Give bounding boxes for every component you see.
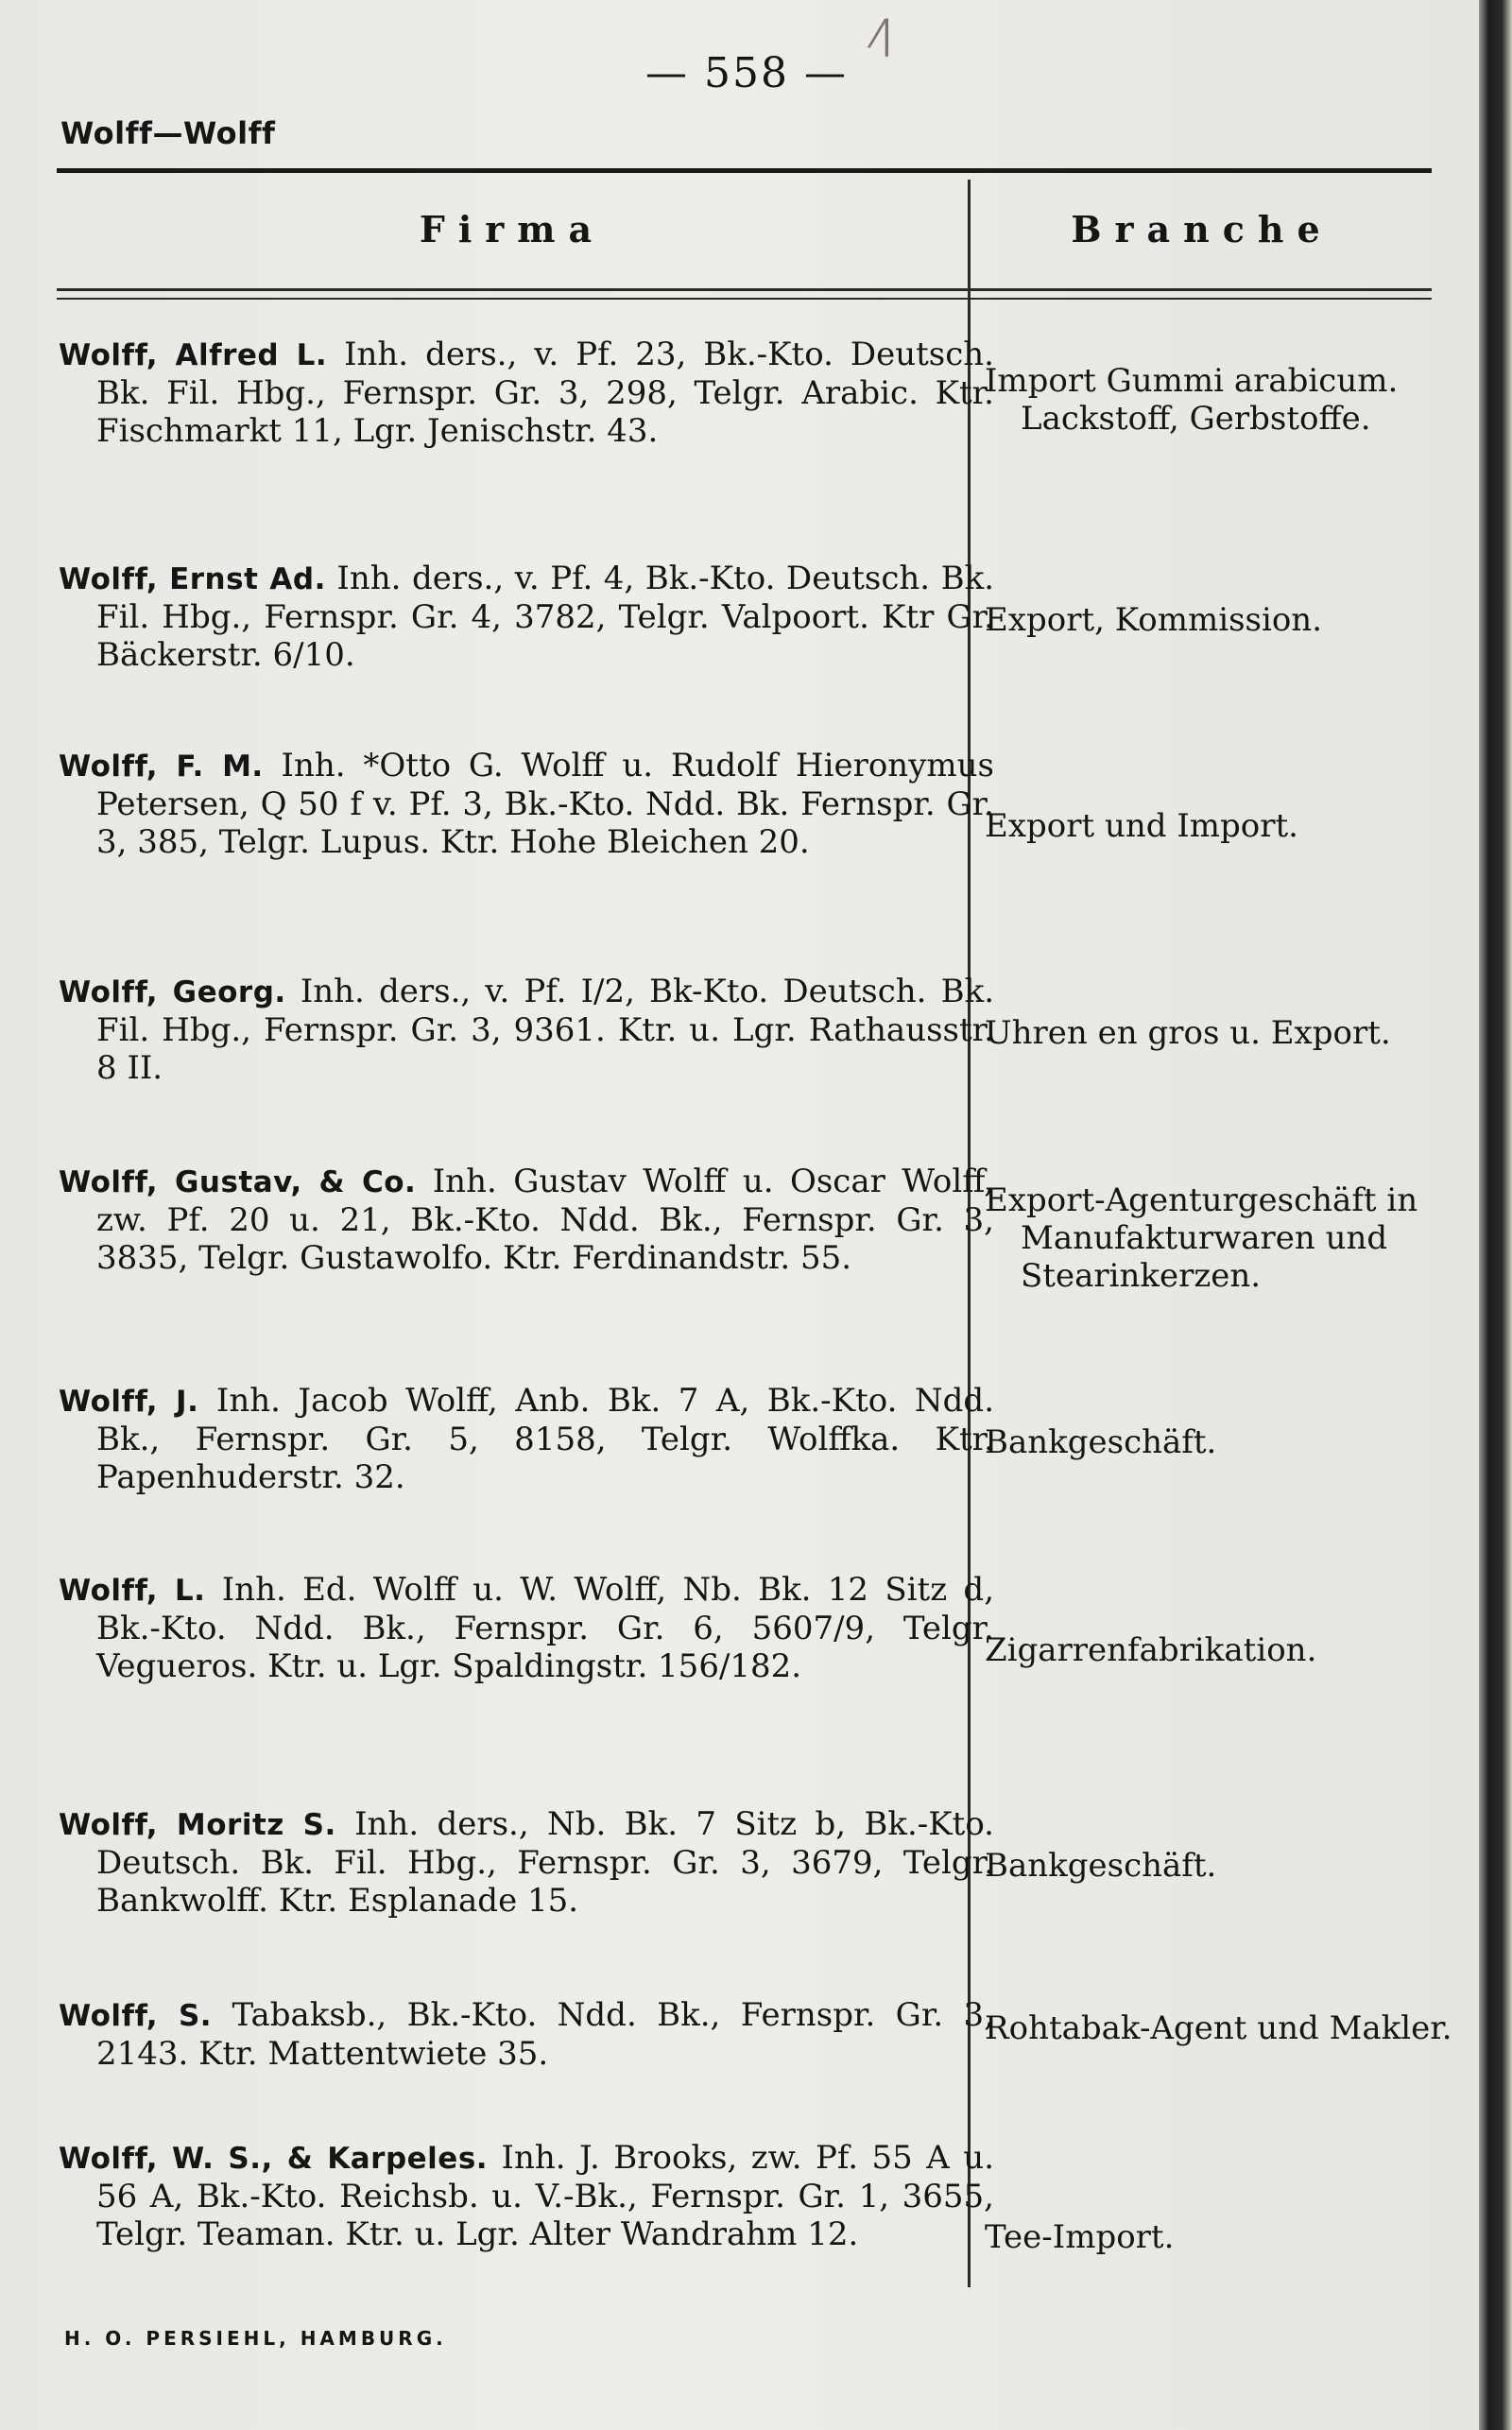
entry-branche: Zigarrenfabrikation. <box>985 1631 1317 1669</box>
entry-branche: Export, Kommission. <box>985 601 1323 639</box>
entry-text: Inh. Gustav Wolff u. Oscar Wolff, zw. Pf. 20 u. 21, Bk.-Kto. Ndd. Bk., Fernspr. Gr. 3, 3835, Telgr. Gustawolfo. Ktr. Ferdinandstr. 55. <box>96 1163 995 1277</box>
entry-firma <box>59 747 994 861</box>
entry-name: Wolff, W. S., & Karpeles. <box>59 2142 489 2176</box>
entry-name: Wolff, S. <box>59 1999 213 2033</box>
entry-name: Wolff, Moritz S. <box>59 1808 336 1842</box>
entry-firma <box>59 1805 994 1920</box>
entry-name: Wolff, F. M. <box>59 750 264 784</box>
entry-firma <box>59 336 994 450</box>
entry-branche: Export und Import. <box>985 807 1298 845</box>
entry-text: Inh. Jacob Wolff, Anb. Bk. 7 A, Bk.-Kto. Ndd. Bk., Fernspr. Gr. 5, 8158, Telgr. Wolffka. Ktr. Papenhuderstr. 32. <box>96 1382 995 1496</box>
entry-text: Inh. Ed. Wolff u. W. Wolff, Nb. Bk. 12 Sitz d, Bk.-Kto. Ndd. Bk., Fernspr. Gr. 6, 5607/9, Telgr. Vegueros. Ktr. u. Lgr. Spaldingstr. 156/182. <box>96 1571 995 1685</box>
entry-firma <box>59 1571 994 1685</box>
entry-text: Inh. J. Brooks, zw. Pf. 55 A u. 56 A, Bk.-Kto. Reichsb. u. V.-Bk., Fernspr. Gr. 1, 3655, Telgr. Teaman. Ktr. u. Lgr. Alter Wandrahm 12. <box>96 2139 994 2253</box>
entry-name: Wolff, Georg. <box>59 975 286 1009</box>
entry-branche: Import Gummi arabicum. Lackstoff, Gerbstoffe. <box>985 362 1399 438</box>
entry-name: Wolff, Ernst Ad. <box>59 562 326 596</box>
header-rule-thin <box>57 298 1432 300</box>
entry-branche: Export-Agenturgeschäft in Manufakturwaren und Stearinkerzen. <box>985 1181 1418 1295</box>
entry-text: Inh. *Otto G. Wolff u. Rudolf Hieronymus Petersen, Q 50 f v. Pf. 3, Bk.-Kto. Ndd. Bk. Fernspr. Gr. 3, 385, Telgr. Lupus. Ktr. Hohe Bleichen 20. <box>96 747 994 861</box>
entry-firma <box>59 2139 994 2253</box>
entry-firma <box>59 1382 994 1496</box>
column-header-branche: Branche <box>1071 208 1333 250</box>
entry-branche: Rohtabak-Agent und Makler. <box>985 2009 1452 2047</box>
entry-text: Inh. ders., v. Pf. I/2, Bk-Kto. Deutsch. Bk. Fil. Hbg., Fernspr. Gr. 3, 9361. Ktr. u. Lgr. Rathausstr. 8 II. <box>96 973 994 1087</box>
entry-text: Tabaksb., Bk.-Kto. Ndd. Bk., Fernspr. Gr. 3, 2143. Ktr. Mattentwiete 35. <box>96 1996 994 2073</box>
entry-firma <box>59 560 994 674</box>
entry-firma <box>59 973 994 1087</box>
entry-text: Inh. ders., Nb. Bk. 7 Sitz b, Bk.-Kto. Deutsch. Bk. Fil. Hbg., Fernspr. Gr. 3, 3679, Telgr. Bankwolff. Ktr. Esplanade 15. <box>96 1805 994 1920</box>
entry-branche: Bankgeschäft. <box>985 1423 1217 1461</box>
entry-branche: Uhren en gros u. Export. <box>985 1014 1391 1052</box>
entry-text: Inh. ders., v. Pf. 4, Bk.-Kto. Deutsch. Bk. Fil. Hbg., Fernspr. Gr. 4, 3782, Telgr. Valpoort. Ktr Gr. Bäckerstr. 6/10. <box>96 560 994 674</box>
entry-name: Wolff, L. <box>59 1574 206 1608</box>
top-rule <box>57 168 1432 173</box>
header-rule <box>57 288 1432 291</box>
page-number: — 558 — <box>645 49 848 97</box>
pencil-mark-icon: ⁄| <box>874 13 894 57</box>
entry-branche: Bankgeschäft. <box>985 1847 1217 1885</box>
column-header-firma: Firma <box>419 208 606 250</box>
printer-imprint: H. O. PERSIEHL, HAMBURG. <box>64 2327 447 2350</box>
entry-branche: Tee-Import. <box>985 2218 1175 2256</box>
entry-firma <box>59 1996 994 2073</box>
entry-name: Wolff, Gustav, & Co. <box>59 1165 417 1199</box>
page-edge <box>1479 0 1512 2430</box>
entry-firma <box>59 1163 994 1277</box>
entry-name: Wolff, Alfred L. <box>59 338 328 372</box>
entry-name: Wolff, J. <box>59 1385 199 1419</box>
running-head: Wolff—Wolff <box>60 115 276 151</box>
entry-text: Inh. ders., v. Pf. 23, Bk.-Kto. Deutsch. Bk. Fil. Hbg., Fernspr. Gr. 3, 298, Telgr. Arabic. Ktr. Fischmarkt 11, Lgr. Jenischstr. 43. <box>96 336 994 450</box>
